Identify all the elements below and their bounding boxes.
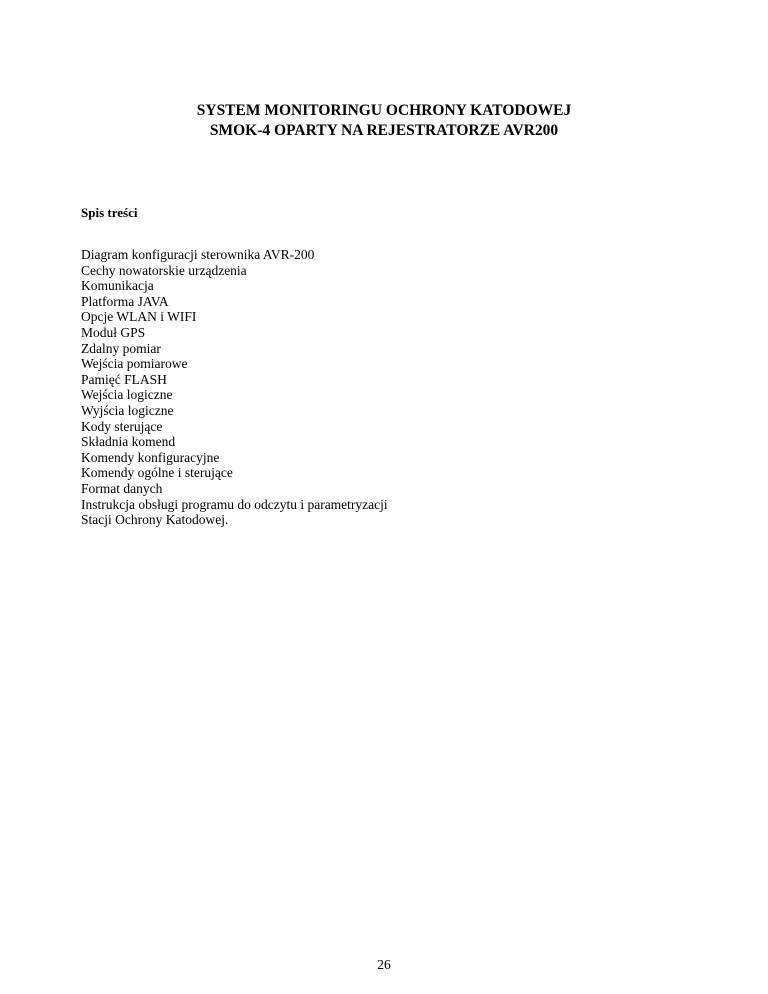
toc-heading: Spis treści xyxy=(81,205,138,220)
toc-item: Diagram konfiguracji sterownika AVR-200 xyxy=(81,247,315,262)
toc-item: Instrukcja obsługi programu do odczytu i parametryzacji xyxy=(81,496,388,512)
toc-item: Stacji Ochrony Katodowej. xyxy=(81,512,229,528)
toc-item: Format danych xyxy=(81,480,163,496)
document-title xyxy=(0,101,768,141)
toc-item: Komendy ogólne i sterujące xyxy=(81,465,233,481)
toc-item: Opcje WLAN i WIFI xyxy=(81,309,197,325)
toc-item: Pamięć FLASH xyxy=(81,371,167,387)
toc-item: Wejścia pomiarowe xyxy=(81,356,188,372)
toc-item: Wejścia logiczne xyxy=(81,387,173,403)
page-number: 26 xyxy=(377,957,391,972)
toc-item: Komendy konfiguracyjne xyxy=(81,449,220,465)
toc-item: Zdalny pomiar xyxy=(81,340,161,356)
toc-item: Platforma JAVA xyxy=(81,293,169,309)
toc-item: Komunikacja xyxy=(81,278,154,294)
toc-item: Wyjścia logiczne xyxy=(81,402,174,418)
toc-item: Składnia komend xyxy=(81,434,176,450)
toc-item: Moduł GPS xyxy=(81,324,146,340)
toc-item: Cechy nowatorskie urządzenia xyxy=(81,262,247,278)
title-line-2: SMOK-4 OPARTY NA REJESTRATORZE AVR200 xyxy=(209,122,559,139)
toc-item: Kody sterujące xyxy=(81,418,163,434)
title-line-1: SYSTEM MONITORINGU OCHRONY KATODOWEJ xyxy=(196,102,572,119)
toc-list xyxy=(81,247,388,528)
